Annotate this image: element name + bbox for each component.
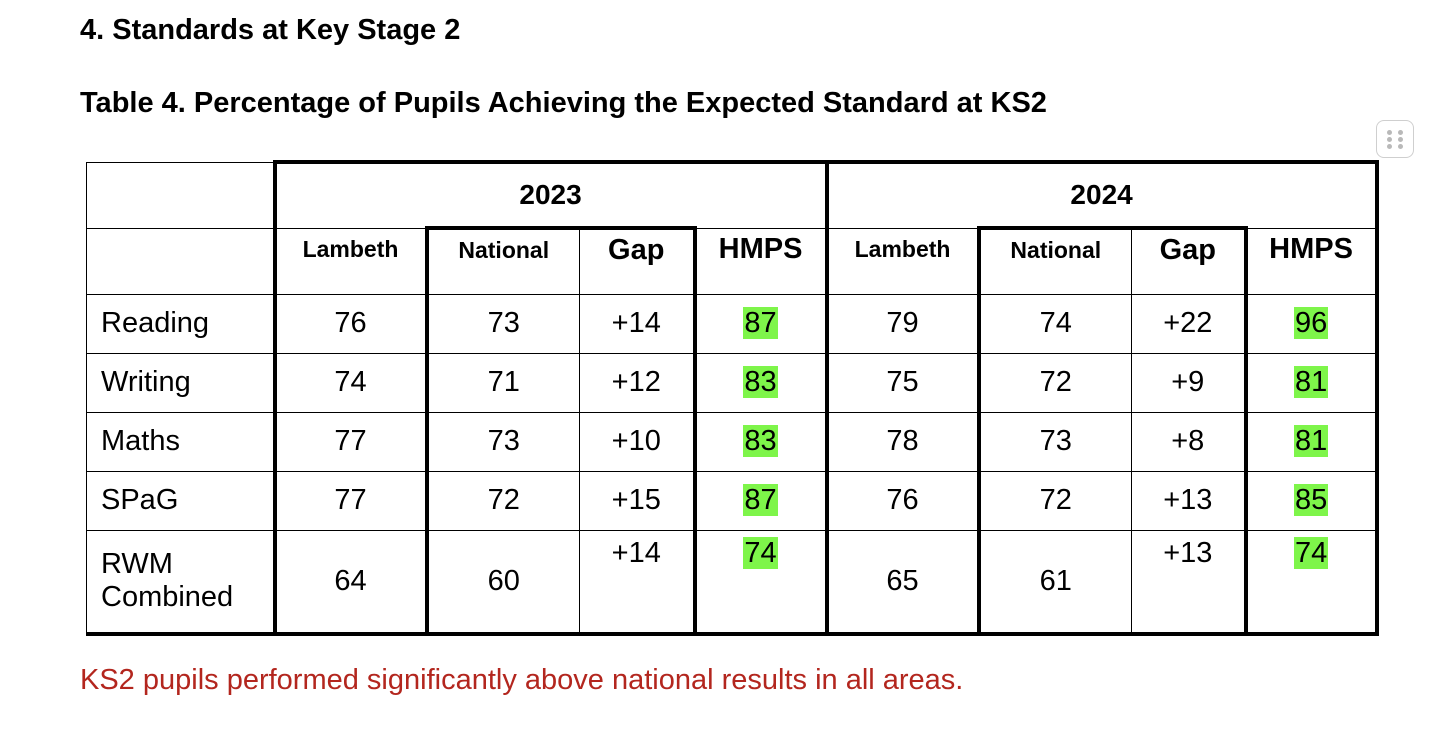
ks2-results-table (86, 160, 1379, 636)
row-label-rwm-combined (87, 530, 275, 634)
corner-cell (87, 228, 275, 294)
hmps-highlight: 87 (744, 307, 777, 339)
cell-national-2024: 72 (979, 471, 1132, 530)
cell-national-2023: 72 (427, 471, 580, 530)
hmps-highlight: 96 (1294, 307, 1328, 339)
cell-hmps-2023 (695, 353, 827, 412)
year-header-2024: 2024 (827, 162, 1377, 228)
table-row (87, 412, 1377, 471)
section-heading: 4. Standards at Key Stage 2 (80, 14, 461, 46)
summary-note: KS2 pupils performed significantly above national results in all areas. (80, 664, 964, 696)
cell-gap-2024: +13 (1132, 530, 1246, 634)
cell-gap-2023: +10 (580, 412, 695, 471)
table-title: Table 4. Percentage of Pupils Achieving the Expected Standard at KS2 (80, 87, 1047, 119)
cell-hmps-2024 (1246, 530, 1377, 634)
cell-gap-2024: +13 (1132, 471, 1246, 530)
cell-national-2024: 73 (979, 412, 1132, 471)
table-row (87, 471, 1377, 530)
cell-hmps-2024 (1246, 412, 1377, 471)
cell-hmps-2023 (695, 412, 827, 471)
col-header-gap: Gap (1132, 228, 1246, 294)
col-header-lambeth: Lambeth (827, 228, 979, 294)
row-label-line: Combined (101, 581, 234, 613)
hmps-highlight: 74 (1294, 536, 1328, 569)
cell-national-2024: 61 (979, 530, 1132, 634)
row-label-line: RWM (101, 548, 173, 580)
col-header-lambeth: Lambeth (275, 228, 427, 294)
hmps-highlight: 83 (744, 425, 777, 457)
cell-hmps-2024 (1246, 353, 1377, 412)
cell-lambeth-2024: 76 (827, 471, 979, 530)
hmps-highlight: 81 (1294, 425, 1328, 457)
cell-gap-2023: +15 (580, 471, 695, 530)
cell-gap-2023: +14 (580, 294, 695, 353)
row-label-maths: Maths (87, 412, 275, 471)
cell-lambeth-2024: 75 (827, 353, 979, 412)
cell-hmps-2023 (695, 471, 827, 530)
cell-lambeth-2024: 78 (827, 412, 979, 471)
table-row (87, 353, 1377, 412)
cell-hmps-2024 (1246, 471, 1377, 530)
row-label-spag: SPaG (87, 471, 275, 530)
row-label-reading: Reading (87, 294, 275, 353)
cell-gap-2023: +12 (580, 353, 695, 412)
cell-lambeth-2024: 65 (827, 530, 979, 634)
col-header-hmps: HMPS (1246, 228, 1377, 294)
col-header-hmps: HMPS (695, 228, 827, 294)
cell-national-2024: 74 (979, 294, 1132, 353)
cell-lambeth-2023: 77 (275, 471, 427, 530)
col-header-national: National (427, 228, 580, 294)
cell-hmps-2023 (695, 294, 827, 353)
hmps-highlight: 74 (744, 536, 777, 569)
cell-lambeth-2023: 77 (275, 412, 427, 471)
col-header-national: National (979, 228, 1132, 294)
table-row (87, 294, 1377, 353)
hmps-highlight: 81 (1294, 366, 1328, 398)
drag-handle-icon[interactable] (1376, 120, 1414, 158)
cell-national-2023: 71 (427, 353, 580, 412)
cell-gap-2024: +9 (1132, 353, 1246, 412)
cell-national-2023: 73 (427, 294, 580, 353)
cell-lambeth-2024: 79 (827, 294, 979, 353)
cell-lambeth-2023: 74 (275, 353, 427, 412)
cell-hmps-2023 (695, 530, 827, 634)
cell-gap-2023: +14 (580, 530, 695, 634)
cell-gap-2024: +8 (1132, 412, 1246, 471)
cell-lambeth-2023: 64 (275, 530, 427, 634)
corner-cell (87, 162, 275, 228)
col-header-gap: Gap (580, 228, 695, 294)
year-header-2023: 2023 (275, 162, 827, 228)
table-row (87, 530, 1377, 634)
hmps-highlight: 87 (744, 484, 777, 516)
row-label-writing: Writing (87, 353, 275, 412)
cell-national-2023: 60 (427, 530, 580, 634)
cell-lambeth-2023: 76 (275, 294, 427, 353)
hmps-highlight: 83 (744, 366, 777, 398)
cell-national-2023: 73 (427, 412, 580, 471)
cell-national-2024: 72 (979, 353, 1132, 412)
cell-gap-2024: +22 (1132, 294, 1246, 353)
hmps-highlight: 85 (1294, 484, 1328, 516)
cell-hmps-2024 (1246, 294, 1377, 353)
